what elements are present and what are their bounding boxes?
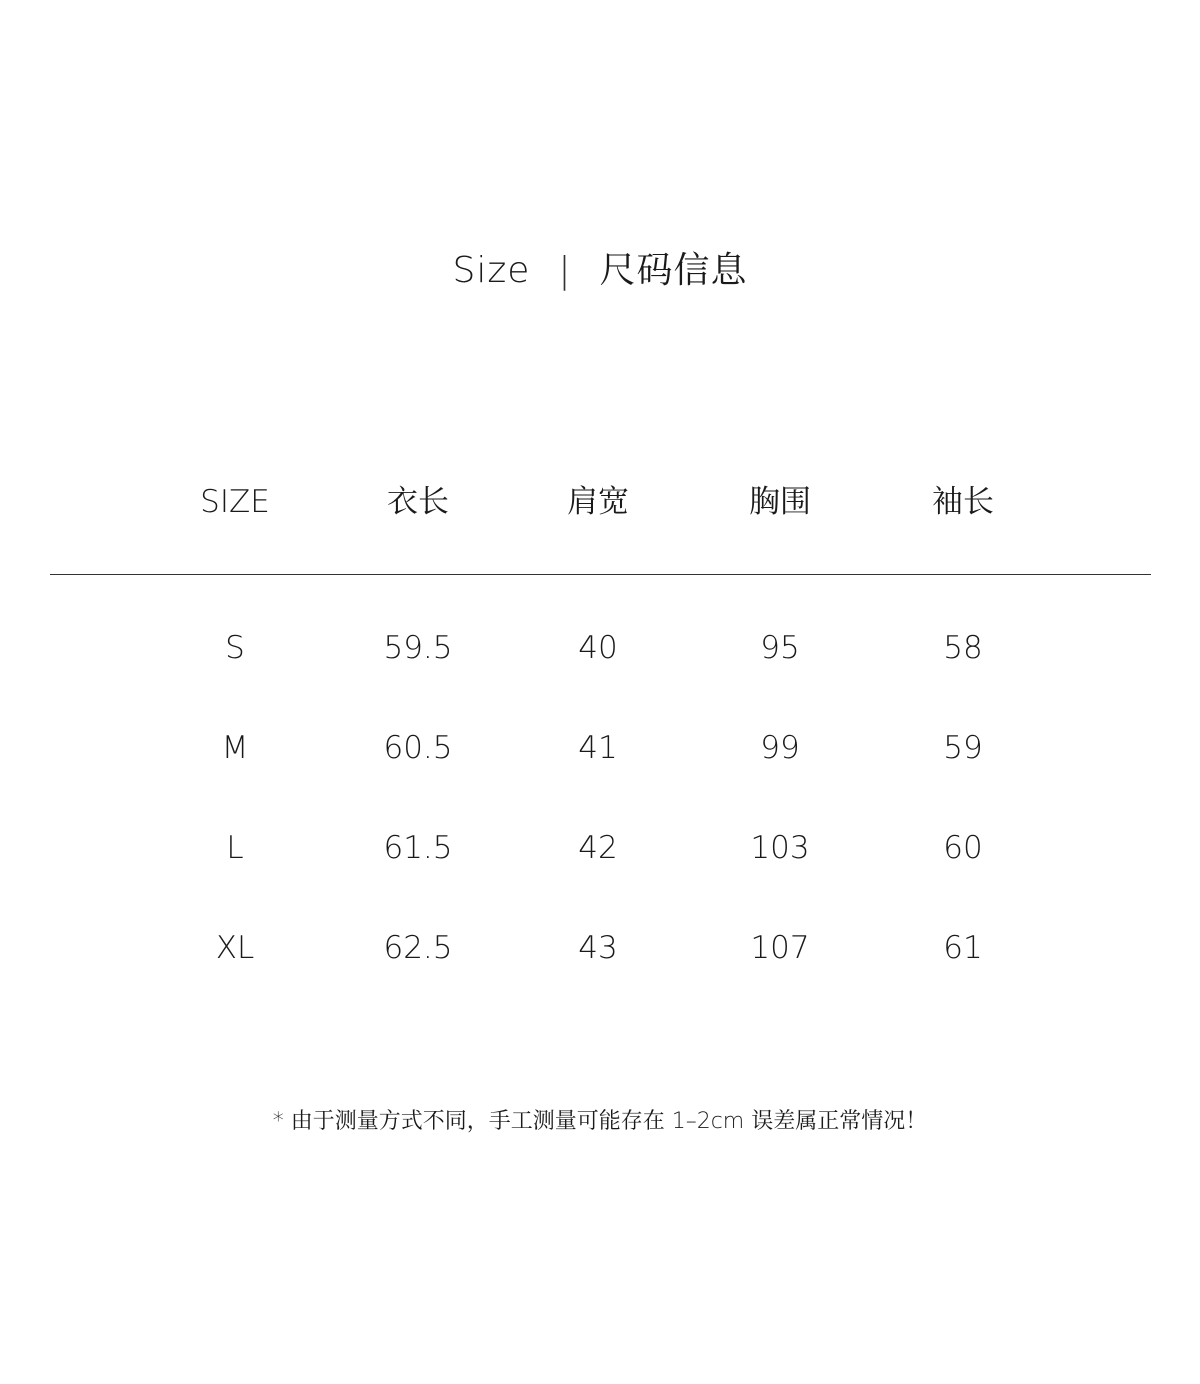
cell-sleeve: 61: [943, 930, 983, 966]
table-row: [0, 626, 1200, 670]
cell-sleeve: 59: [943, 730, 983, 766]
cell-length: 60.5: [383, 730, 453, 766]
header-chest: 胸围: [749, 484, 811, 520]
cell-chest: 99: [760, 730, 800, 766]
header-divider: [50, 574, 1151, 575]
cell-chest: 103: [750, 830, 810, 866]
cell-length: 61.5: [383, 830, 453, 866]
cell-shoulder: 40: [578, 630, 618, 666]
cell-sleeve: 58: [943, 630, 983, 666]
cell-size: L: [226, 830, 244, 866]
cell-chest: 107: [750, 930, 810, 966]
title-zh: 尺码信息: [599, 250, 748, 291]
cell-size: XL: [215, 930, 255, 966]
cell-length: 62.5: [383, 930, 453, 966]
cell-shoulder: 42: [578, 830, 618, 866]
header-length: 衣长: [387, 484, 449, 520]
title-separator: |: [558, 250, 572, 291]
table-row: [0, 826, 1200, 870]
size-table-header: [0, 480, 1200, 524]
measurement-note: * 由于测量方式不同，手工测量可能存在 1–2cm 误差属正常情况！: [272, 1109, 928, 1134]
cell-size: M: [221, 730, 249, 766]
page-title: [0, 246, 1200, 296]
cell-sleeve: 60: [943, 830, 983, 866]
cell-chest: 95: [760, 630, 800, 666]
table-row: [0, 726, 1200, 770]
cell-shoulder: 43: [578, 930, 618, 966]
header-shoulder: 肩宽: [567, 484, 629, 520]
header-sleeve: 袖长: [932, 484, 994, 520]
table-row: [0, 926, 1200, 970]
cell-length: 59.5: [383, 630, 453, 666]
cell-shoulder: 41: [578, 730, 618, 766]
title-en: Size: [452, 250, 531, 291]
header-size: SIZE: [200, 484, 270, 520]
cell-size: S: [225, 630, 245, 666]
